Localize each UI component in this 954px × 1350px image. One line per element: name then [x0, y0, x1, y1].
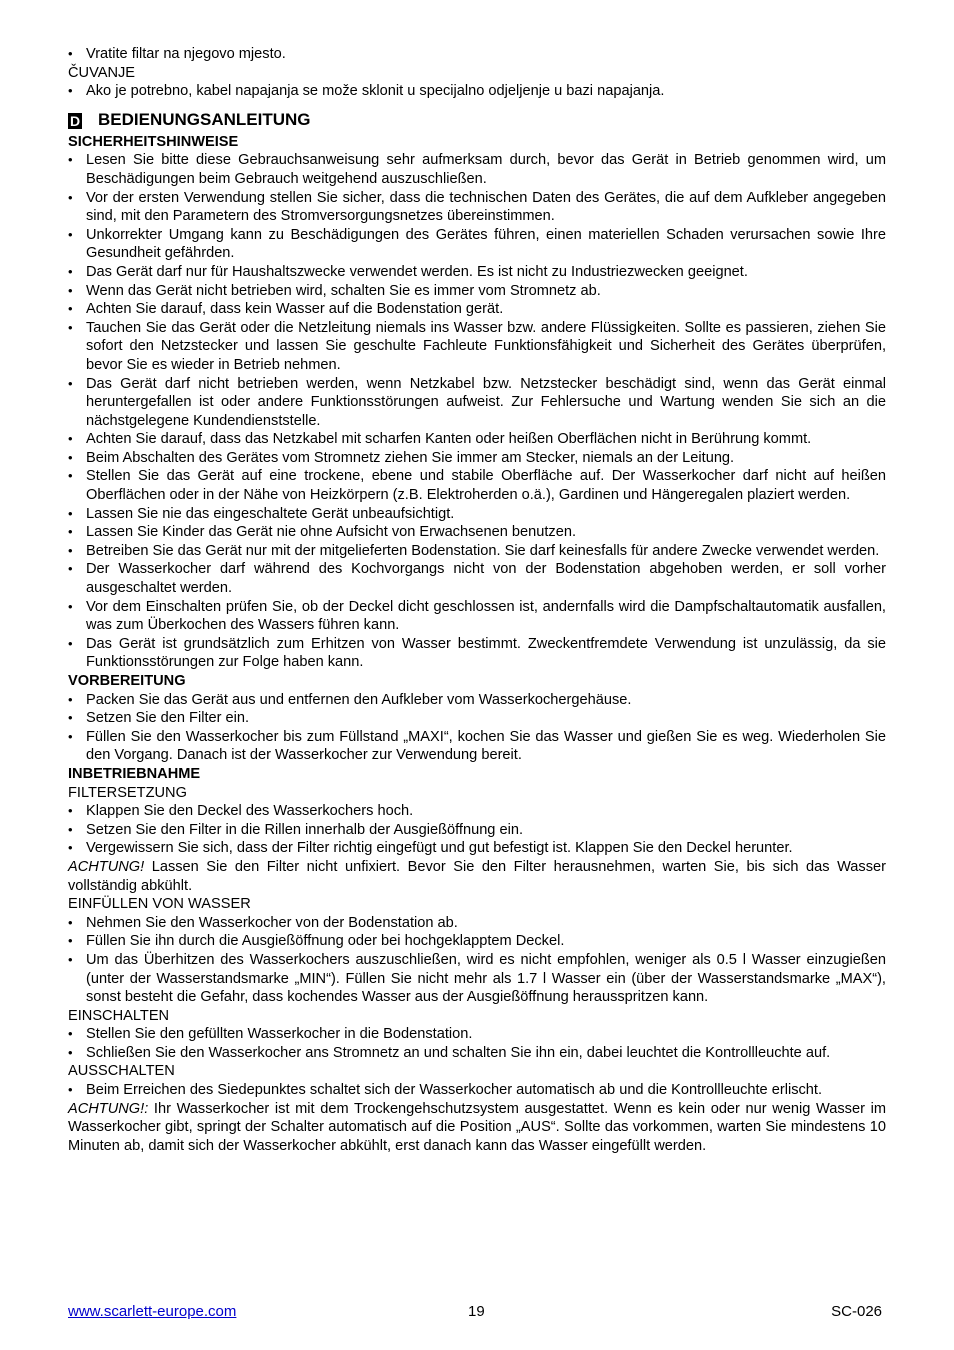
list-item: • Betreiben Sie das Gerät nur mit der mitgelieferten Bodenstation. Sie darf keinesfalls für andere Zwecke verwendet werden.	[68, 542, 886, 561]
list-item: • Achten Sie darauf, dass das Netzkabel mit scharfen Kanten oder heißen Oberflächen nicht in Berührung kommt.	[68, 430, 886, 449]
list-item: • Vergewissern Sie sich, dass der Filter richtig eingefügt und gut befestigt ist. Klappen Sie den Deckel herunter.	[68, 839, 886, 858]
filter-subheading: FILTERSETZUNG	[68, 784, 187, 801]
list-item: • Stellen Sie das Gerät auf eine trockene, ebene und stabile Oberfläche auf. Der Wasserkocher darf nicht auf heißen Oberflächen oder in der Nähe von Heizkörpern (z.B. Elektroherden o.ä.), Gardinen und Hängeregalen plaziert werden.	[68, 467, 886, 504]
warning-text: Ihr Wasserkocher ist mit dem Trockengehschutzsystem ausgestattet. Wenn es kein oder nur wenig Wasser im Wasserkocher gibt, springt der Schalter automatisch auf die Position „AUS“. Sollte das vorkommen, warten Sie mindestens 10 Minuten ab, damit sich der Wasserkocher abkühlt, erst danach kann das Wasser eingefüllt werden.	[68, 1100, 886, 1154]
list-item: • Der Wasserkocher darf während des Kochvorgangs nicht von der Bodenstation abgehoben werden, er soll vorher ausgeschaltet werden.	[68, 560, 886, 597]
page-number: 19	[468, 1303, 485, 1320]
section-heading: BEDIENUNGSANLEITUNG	[98, 110, 311, 130]
list-item: • Um das Überhitzen des Wasserkochers auszuschließen, wird es nicht empfohlen, weniger als 0.5 l Wasser einzugießen (unter der Wasserstandsmarke „MIN“). Füllen Sie nicht mehr als 1.7 l Wasser ein (über der Wasserstandsmarke „MAX“), sonst besteht die Gefahr, dass kochendes Wasser aus der Ausgießöffnung herausspritzen kann.	[68, 951, 886, 1007]
website-link[interactable]: www.scarlett-europe.com	[68, 1303, 237, 1320]
list-item: • Lassen Sie nie das eingeschaltete Gerät unbeaufsichtigt.	[68, 505, 886, 524]
switch-off-list	[68, 1081, 886, 1100]
list-item: • Das Gerät darf nicht betrieben werden, wenn Netzkabel bzw. Netzstecker beschädigt sind, wenn das Gerät einmal heruntergefallen ist oder andere Funktionsstörungen aufweist. Zur Fehlersuche und Wartung wenden Sie sich an die nächstgelegene Kundendienststelle.	[68, 375, 886, 431]
switch-off-subheading: AUSSCHALTEN	[68, 1063, 175, 1080]
filter-list	[68, 802, 886, 858]
dry-protection-warning	[68, 1100, 886, 1156]
list-item: • Füllen Sie den Wasserkocher bis zum Füllstand „MAXI“, kochen Sie das Wasser und gießen Sie es weg. Wiederholen Sie den Vorgang. Danach ist der Wasserkocher zur Verwendung bereit.	[68, 728, 886, 765]
warning-text: Lassen Sie den Filter nicht unfixiert. Bevor Sie den Filter herausnehmen, warten Sie, bis sich das Wasser vollständig abkühlt.	[68, 858, 886, 894]
operation-heading: INBETRIEBNAHME	[68, 765, 201, 782]
safety-heading: SICHERHEITSHINWEISE	[68, 133, 239, 150]
list-item: • Ako je potrebno, kabel napajanja se može sklonit u specijalno odjeljenje u bazi napajanja.	[68, 82, 886, 101]
list-item: • Setzen Sie den Filter in die Rillen innerhalb der Ausgießöffnung ein.	[68, 821, 886, 840]
list-item: • Vratite filtar na njegovo mjesto.	[68, 45, 886, 64]
list-item: • Stellen Sie den gefüllten Wasserkocher in die Bodenstation.	[68, 1025, 886, 1044]
list-item: • Wenn das Gerät nicht betrieben wird, schalten Sie es immer vom Stromnetz ab.	[68, 282, 886, 301]
filter-warning	[68, 858, 886, 895]
list-item: • Vor der ersten Verwendung stellen Sie sicher, dass die technischen Daten des Gerätes, die auf dem Aufkleber angegeben sind, mit den Parametern des Stromversorgungsnetzes übereinstimmen.	[68, 189, 886, 226]
list-item: • Nehmen Sie den Wasserkocher von der Bodenstation ab.	[68, 914, 886, 933]
safety-list	[68, 151, 886, 672]
list-item: • Schließen Sie den Wasserkocher ans Stromnetz an und schalten Sie ihn ein, dabei leuchtet die Kontrollleuchte auf.	[68, 1044, 886, 1063]
list-item: • Achten Sie darauf, dass kein Wasser auf die Bodenstation gerät.	[68, 300, 886, 319]
top-list	[68, 45, 886, 64]
list-item: • Das Gerät ist grundsätzlich zum Erhitzen von Wasser bestimmt. Zweckentfremdete Verwendung ist unzulässig, da sie Funktionsstörungen zur Folge haben kann.	[68, 635, 886, 672]
warning-label: ACHTUNG!:	[68, 1100, 149, 1117]
list-item: • Füllen Sie ihn durch die Ausgießöffnung oder bei hochgeklapptem Deckel.	[68, 932, 886, 951]
section-title	[68, 109, 886, 133]
list-item: • Packen Sie das Gerät aus und entfernen den Aufkleber vom Wasserkochergehäuse.	[68, 691, 886, 710]
list-item: • Vor dem Einschalten prüfen Sie, ob der Deckel dicht geschlossen ist, andernfalls wird die Dampfschaltautomatik ausfallen, was zum Überkochen des Wassers führen kann.	[68, 598, 886, 635]
fill-list	[68, 914, 886, 1007]
preparation-list	[68, 691, 886, 765]
list-item: • Beim Erreichen des Siedepunktes schaltet sich der Wasserkocher automatisch ab und die Kontrollleuchte erlischt.	[68, 1081, 886, 1100]
storage-list	[68, 82, 886, 101]
list-item: • Beim Abschalten des Gerätes vom Stromnetz ziehen Sie immer am Stecker, niemals an der Leitung.	[68, 449, 886, 468]
fill-subheading: EINFÜLLEN VON WASSER	[68, 896, 251, 913]
list-item: • Tauchen Sie das Gerät oder die Netzleitung niemals ins Wasser bzw. andere Flüssigkeiten. Sollte es passieren, ziehen Sie sofort den Netzstecker und lassen Sie geschulte Fachleute Funktionsfähigkeit und Sicherheit des Gerätes überprüfen, bevor Sie es wieder in Betrieb nehmen.	[68, 319, 886, 375]
subheading-storage: ČUVANJE	[68, 64, 136, 81]
list-item: • Unkorrekter Umgang kann zu Beschädigungen des Gerätes führen, einen materiellen Schaden verursachen sowie Ihre Gesundheit gefährden.	[68, 226, 886, 263]
list-item: • Lassen Sie Kinder das Gerät nie ohne Aufsicht von Erwachsenen benutzen.	[68, 523, 886, 542]
model-number: SC-026	[831, 1303, 882, 1320]
warning-label: ACHTUNG!	[68, 858, 145, 875]
list-item: • Setzen Sie den Filter ein.	[68, 709, 886, 728]
switch-on-subheading: EINSCHALTEN	[68, 1007, 170, 1024]
list-item: • Klappen Sie den Deckel des Wasserkochers hoch.	[68, 802, 886, 821]
switch-on-list	[68, 1025, 886, 1062]
page-footer	[68, 1302, 886, 1322]
preparation-heading: VORBEREITUNG	[68, 673, 186, 689]
document-page	[68, 45, 886, 1155]
language-badge: D	[69, 112, 81, 129]
list-item: • Das Gerät darf nur für Haushaltszwecke verwendet werden. Es ist nicht zu Industriezwecken geeignet.	[68, 263, 886, 282]
list-item: • Lesen Sie bitte diese Gebrauchsanweisung sehr aufmerksam durch, bevor das Gerät in Betrieb genommen wird, um Beschädigungen beim Gebrauch weitgehend auszuschließen.	[68, 151, 886, 188]
